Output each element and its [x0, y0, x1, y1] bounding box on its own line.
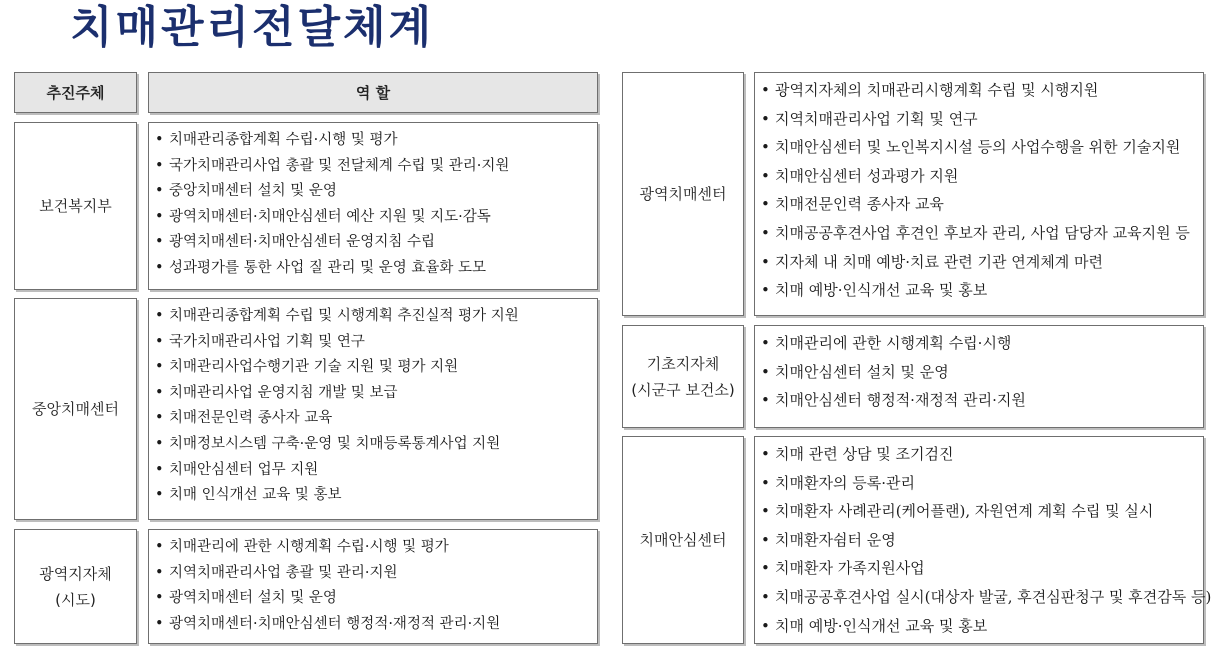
entity-cell-ministry: [14, 122, 137, 290]
role-cell-dementia-center: [754, 436, 1212, 644]
entity-name: 기초지자체: [646, 354, 720, 373]
entity-name: 광역지자체: [39, 564, 112, 583]
role-item: • 치매관리종합계획 수립 및 시행계획 추진실적 평가 지원: [155, 308, 519, 324]
header-role: [148, 72, 598, 113]
role-item: • 치매관리사업 운영지침 개발 및 보급: [155, 384, 398, 401]
role-item: • 광역지자체의 치매관리시행계획 수립 및 시행지원: [761, 81, 1099, 99]
role-item: • 치매안심센터 업무 지원: [155, 461, 319, 478]
role-item: • 치매안심센터 성과평가 지원: [761, 166, 959, 185]
entity-cell-province: [14, 529, 137, 644]
role-item: • 치매정보시스템 구축·운영 및 치매등록통계사업 지원: [155, 435, 501, 452]
role-item: • 치매관리종합계획 수립·시행 및 평가: [155, 132, 398, 148]
role-item: • 치매전문인력 종사자 교육: [155, 410, 333, 427]
entity-name: 보건복지부: [39, 197, 112, 215]
role-item: • 치매환자의 등록·관리: [761, 473, 915, 492]
role-cell-province: [148, 529, 598, 644]
role-item: • 치매 예방·인식개선 교육 및 홍보: [761, 281, 988, 300]
role-item: • 치매관리에 관한 시행계획 수립·시행: [761, 334, 1012, 352]
role-item: • 국가치매관리사업 총괄 및 전달체계 수립 및 관리·지원: [155, 157, 510, 174]
role-item: • 지역치매관리사업 총괄 및 관리·지원: [155, 564, 398, 581]
role-item: • 광역치매센터·치매안심센터 운영지침 수립: [155, 234, 435, 251]
role-item: • 광역치매센터·치매안심센터 예산 지원 및 지도·감독: [155, 208, 491, 225]
role-cell-ministry: [148, 122, 598, 290]
role-cell-regional-center: [754, 72, 1204, 316]
entity-name: 치매안심센터: [639, 531, 727, 549]
header-role-label: 역 할: [355, 84, 391, 102]
entity-cell-regional-center: [622, 72, 744, 316]
role-item: • 광역치매센터 설치 및 운영: [155, 590, 337, 607]
role-item: • 치매안심센터 및 노인복지시설 등의 사업수행을 위한 기술지원: [761, 138, 1181, 157]
role-item: • 치매공공후견사업 실시(대상자 발굴, 후견심판청구 및 후견감독 등): [761, 587, 1212, 606]
role-item: • 국가치매관리사업 기획 및 연구: [155, 333, 365, 350]
role-item: • 치매공공후견사업 후견인 후보자 관리, 사업 담당자 교육지원 등: [761, 223, 1190, 242]
role-cell-central-center: [148, 298, 598, 520]
role-item: • 광역치매센터·치매안심센터 행정적·재정적 관리·지원: [155, 615, 501, 632]
role-item: • 치매전문인력 종사자 교육: [761, 195, 944, 214]
role-item: • 치매 관련 상담 및 조기검진: [761, 445, 954, 463]
role-item: • 치매안심센터 설치 및 운영: [761, 362, 949, 381]
page-title: 치매관리전달체계: [70, 2, 435, 53]
role-item: • 치매환자 가족지원사업: [761, 559, 925, 578]
role-item: • 치매환자 사례관리(케어플랜), 자원연계 계획 수립 및 실시: [761, 502, 1154, 521]
role-cell-local-gov: [754, 325, 1204, 428]
role-item: • 치매안심센터 행정적·재정적 관리·지원: [761, 391, 1026, 410]
role-item: • 지자체 내 치매 예방·치료 관련 기관 연계체계 마련: [761, 252, 1103, 271]
role-item: • 치매관리사업수행기관 기술 지원 및 평가 지원: [155, 359, 459, 376]
role-item: • 치매 예방·인식개선 교육 및 홍보: [761, 616, 988, 635]
entity-name: 광역치매센터: [639, 185, 727, 203]
entity-cell-local-gov: [622, 325, 744, 428]
entity-cell-dementia-center: [622, 436, 744, 644]
header-entity-label: 추진주체: [46, 84, 105, 102]
role-item: • 치매환자쉼터 운영: [761, 530, 896, 549]
role-item: • 지역치매관리사업 기획 및 연구: [761, 109, 978, 128]
header-entity: [14, 72, 137, 113]
role-item: • 치매 인식개선 교육 및 홍보: [155, 487, 342, 504]
entity-cell-central-center: [14, 298, 137, 520]
entity-name: 중앙치매센터: [32, 400, 119, 418]
role-item: • 성과평가를 통한 사업 질 관리 및 운영 효율화 도모: [155, 259, 487, 276]
entity-subname: (시도): [55, 590, 96, 609]
entity-subname: (시군구 보건소): [631, 380, 735, 399]
role-item: • 중앙치매센터 설치 및 운영: [155, 183, 337, 200]
role-item: • 치매관리에 관한 시행계획 수립·시행 및 평가: [155, 539, 449, 555]
